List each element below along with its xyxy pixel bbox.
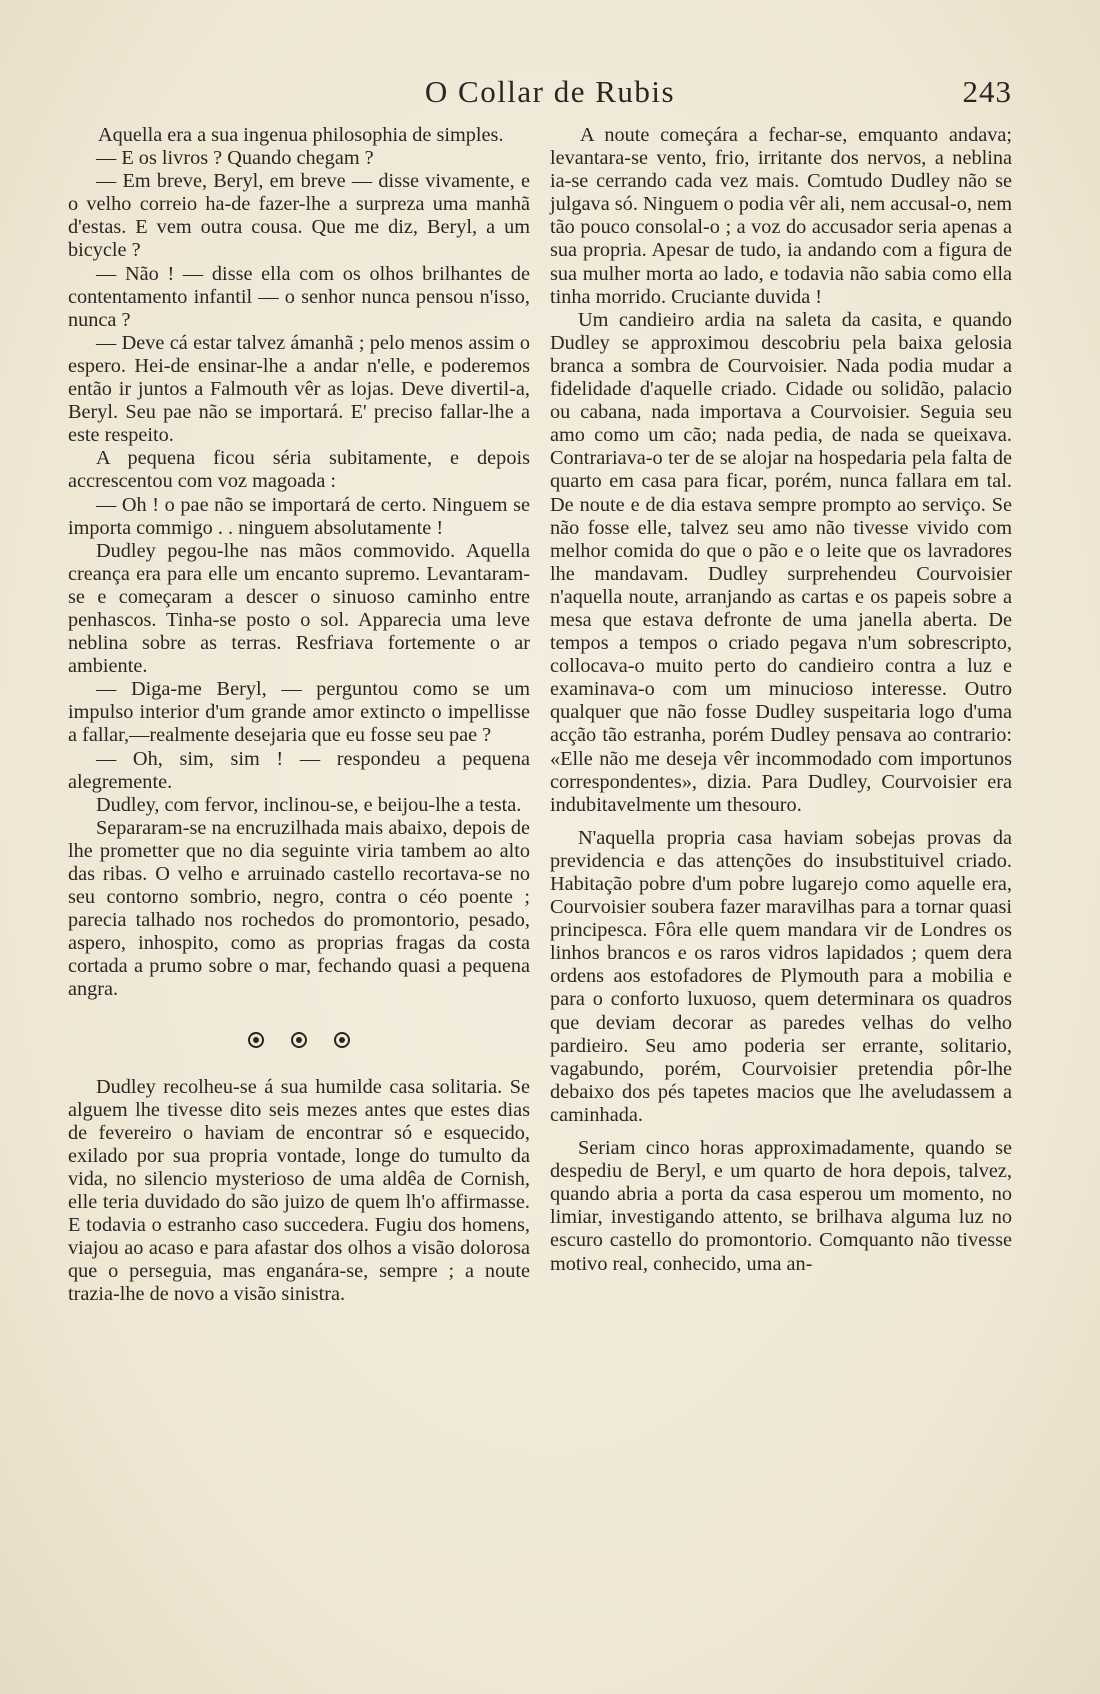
- ornament-icon: [291, 1032, 307, 1048]
- ornament-icon: [334, 1032, 350, 1048]
- paragraph: Um candieiro ardia na saleta da casita, e quando Dudley se approximou descobriu pela baixa gelosia branca a sombra de Courvoisier. Nada podia mudar a fidelidade d'aquelle criado. Cidade ou solidão, palacio ou cabana, nada importava a Courvoisier. Seguia seu amo como um cão; nada pedia, de nada se queixava. Contrariava-o ter de se alojar na hospedaria pela falta de quarto em casa para ficar, porém, nunca fallara em tal. De noute e de dia estava sempre prompto ao serviço. Se não fosse elle, talvez seu amo não tivesse vivido com melhor comida do que o pão e o leite que os lavradores lhe mandavam. Dudley surprehendeu Courvoisier n'aquella noute, arranjando as cartas e os papeis sobre a mesa que estava defronte de uma janella aberta. De tempos a tempos o criado pegava n'um sobrescripto, collocava-o muito perto do candieiro contra a luz e examinava-o com um minucioso interesse. Outro qualquer que não fosse Dudley suspeitaria logo d'uma acção tão estranha, porém Dudley pensava ao contrario: «Elle não me deseja vêr incommodado com importunos correspondentes», dizia. Para Dudley, Courvoisier era indubitavelmente um thesouro.: [550, 308, 1012, 816]
- paragraph: A pequena ficou séria subitamente, e depois accrescentou com voz magoada :: [68, 447, 530, 493]
- section-break-ornament: [68, 1028, 530, 1050]
- paragraph: Dudley, com fervor, inclinou-se, e beijou-lhe a testa.: [96, 793, 522, 816]
- paragraph: Dudley recolheu-se á sua humilde casa solitaria. Se alguem lhe tivesse dito seis mezes antes que estes dias de fevereiro o haviam de encontrar só e esquecido, exilado por sua propria vontade, longe do tumulto da vida, no silencio mysterioso de uma aldêa de Cornish, elle teria duvidado do são juizo de quem lh'o affirmasse. E todavia o estranho caso succedera. Fugiu dos homens, viajou ao acaso e para afastar dos olhos a visão dolorosa que o perseguia, mas enganára-se, sempre ; a noute trazia-lhe de novo a visão sinistra.: [68, 1075, 530, 1306]
- ornament-icon: [248, 1032, 264, 1048]
- paragraph: — Oh, sim, sim ! — respondeu a pequena alegremente.: [68, 747, 530, 793]
- paragraph: — E os livros ? Quando chegam ?: [96, 147, 374, 170]
- right-column: [550, 124, 1012, 1276]
- paragraph: Separaram-se na encruzilhada mais abaixo, depois de lhe prometter que no dia seguinte viria tambem ao alto das ribas. O velho e arruinado castello recortava-se no seu contorno sombrio, negro, contra o céo poente ; parecia talhado nos rochedos do promontorio, pesado, aspero, inhospito, como as proprias fragas da costa cortada a prumo sobre o mar, fechando quasi a pequena angra.: [68, 816, 530, 1001]
- left-column: [68, 124, 530, 1307]
- paragraph: A noute começára a fechar-se, emquanto andava; levantara-se vento, frio, irritante dos nervos, a neblina ia-se cerrando cada vez mais. Comtudo Dudley não se julgava só. Ninguem o podia vêr ali, nem accusal-o, nem tão pouco consolal-o ; a voz do accusador seria apenas a sua propria. Apesar de tudo, ia andando com a figura de sua mulher morta ao lado, e todavia não sabia como ella tinha morrido. Cruciante duvida !: [550, 124, 1012, 308]
- paragraph: — Em breve, Beryl, em breve — disse vivamente, e o velho correio ha-de fazer-lhe a surpreza uma manhã d'estas. E vem outra cousa. Que me diz, Beryl, a um bicycle ?: [68, 170, 530, 262]
- paragraph: — Diga-me Beryl, — perguntou como se um impulso interior d'um grande amor extincto o impellisse a fallar,—realmente desejaria que eu fosse seu pae ?: [68, 678, 530, 747]
- paragraph: — Deve cá estar talvez ámanhã ; pelo menos assim o espero. Hei-de ensinar-lhe a andar n'elle, e poderemos então ir juntos a Falmouth vêr as lojas. Deve divertil-a, Beryl. Seu pae não se importará. E' preciso fallar-lhe a este respeito.: [68, 331, 530, 447]
- paragraph: N'aquella propria casa haviam sobejas provas da previdencia e das attenções do insubstituivel criado. Habitação pobre d'um pobre lugarejo como aquelle era, Courvoisier soubera fazer maravilhas para a tornar quasi principesca. Fôra elle quem mandara vir de Londres os linhos brancos e os raros vidros lapidados ; quem dera ordens aos estofadores de Plymouth para a mobilia e para o conforto luxuoso, quem determinara os quadros que deviam decorar as paredes velhas do velho pardieiro. Seu amo poderia ser errante, solitario, vagabundo, porém, Courvoisier pretendia pôr-lhe debaixo dos pés tapetes macios que lhe aveludassem a caminhada.: [550, 826, 1012, 1126]
- page-number: 243: [962, 74, 1012, 109]
- paragraph: Dudley pegou-lhe nas mãos commovido. Aquella creança era para elle um encanto supremo. Levantaram-se e começaram a descer o sinuoso caminho entre penhascos. Tinha-se posto o sol. Apparecia uma leve neblina sobre as terras. Resfriava fortemente o ar ambiente.: [68, 539, 530, 678]
- paragraph: Aquella era a sua ingenua philosophia de simples.: [98, 124, 504, 146]
- paragraph: Seriam cinco horas approximadamente, quando se despediu de Beryl, e um quarto de hora depois, talvez, quando abria a porta da casa esperou um momento, no limiar, investigando attento, se brilhava alguma luz no escuro castello do promontorio. Comquanto não tivesse motivo real, conhecido, uma an-: [550, 1137, 1012, 1275]
- paragraph: — Oh ! o pae não se importará de certo. Ninguem se importa commigo . . ninguem absolutamente !: [68, 493, 530, 539]
- running-head: [0, 74, 1100, 114]
- running-title: O Collar de Rubis: [424, 74, 676, 109]
- paragraph: — Não ! — disse ella com os olhos brilhantes de contentamento infantil — o senhor nunca pensou n'isso, nunca ?: [68, 262, 530, 331]
